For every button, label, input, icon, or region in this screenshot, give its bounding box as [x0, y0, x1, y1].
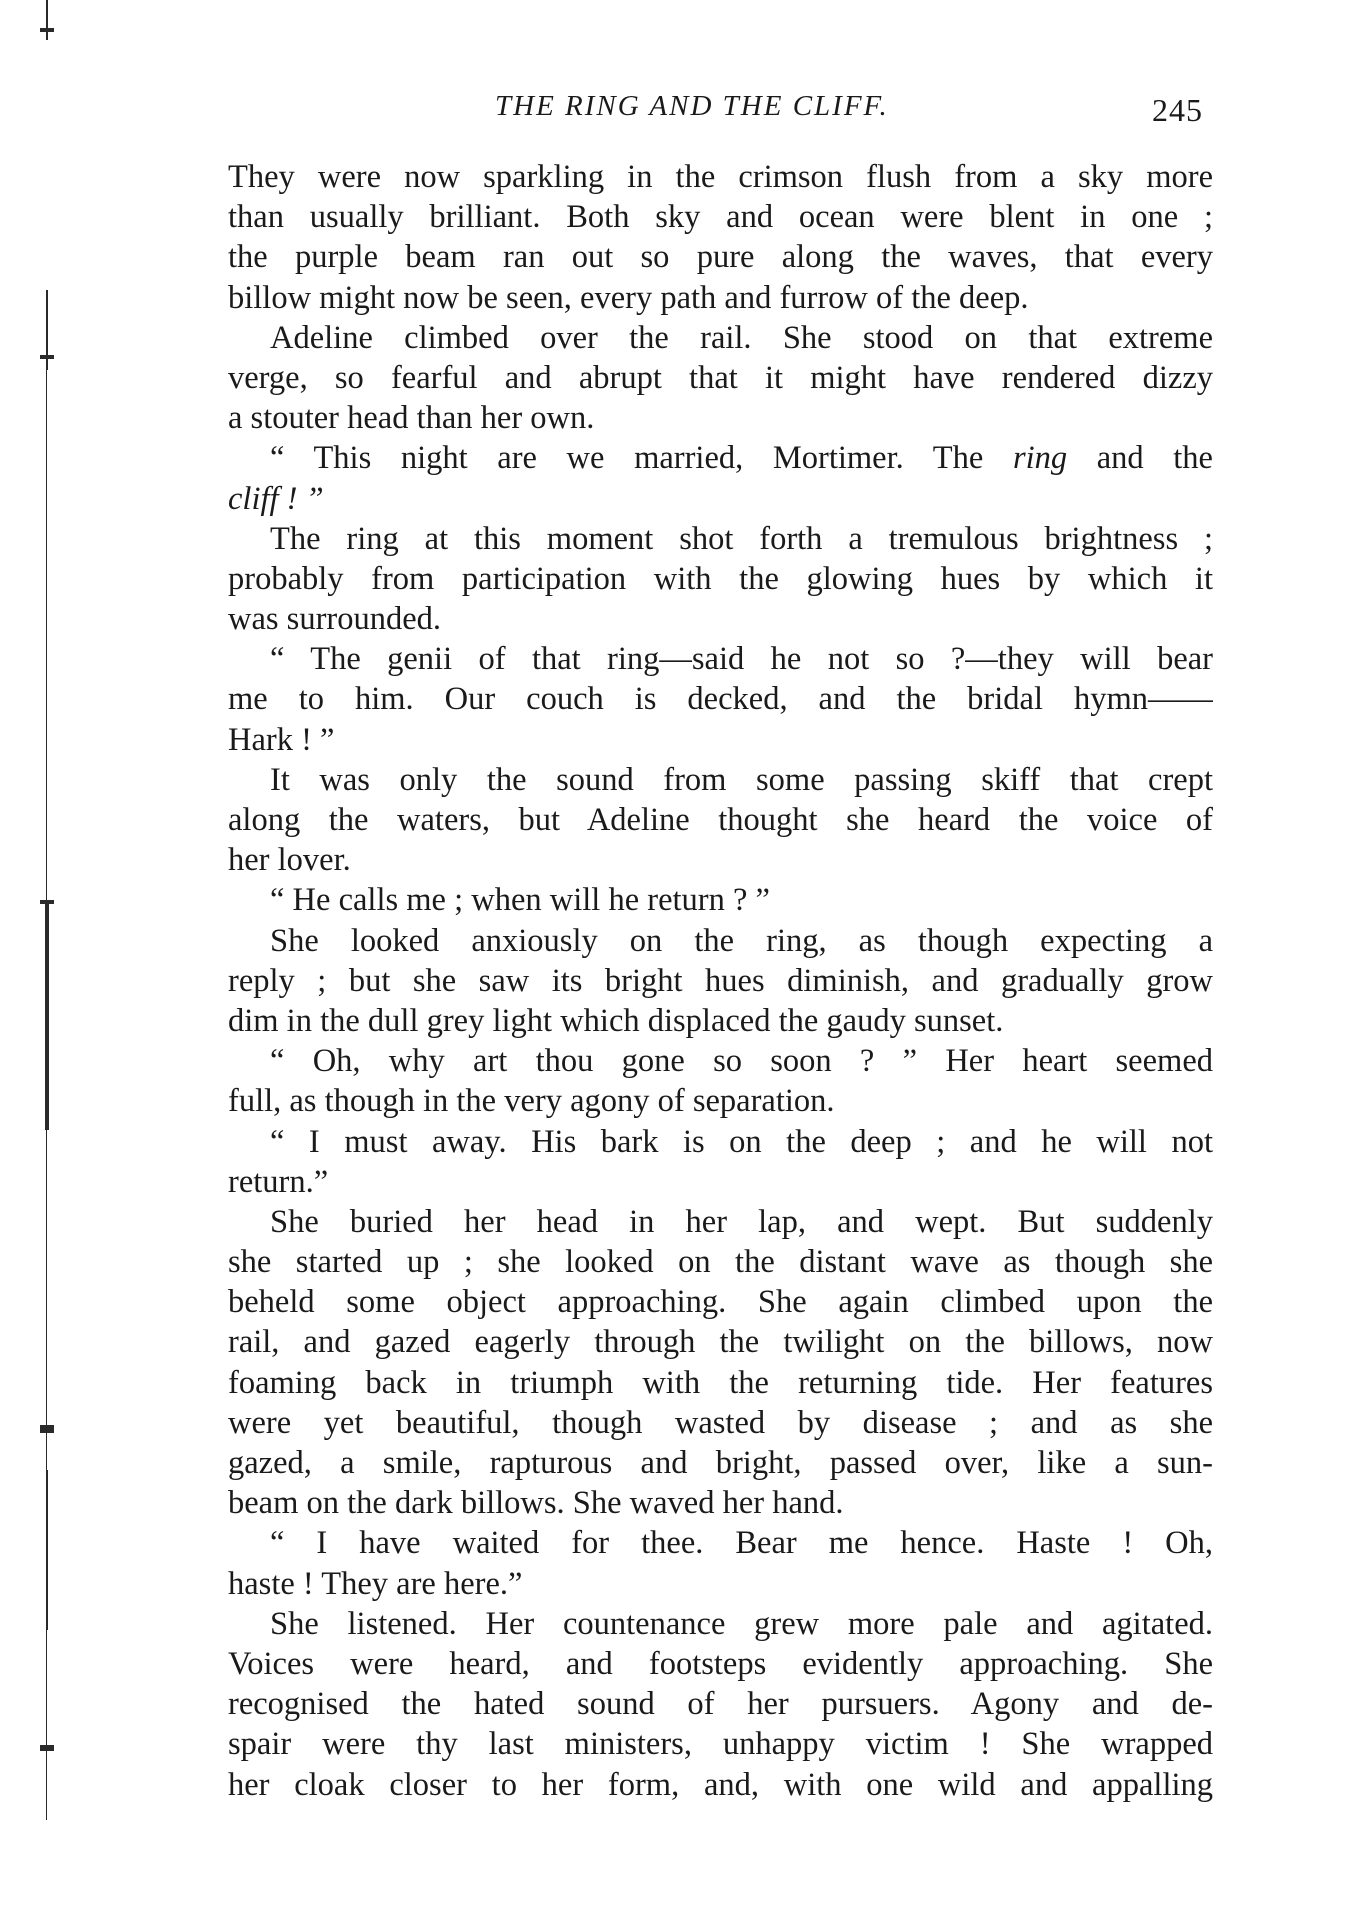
text-line — [228, 1724, 1213, 1764]
binding-gutter — [38, 0, 58, 1917]
text-line-content: probably from participation with the glowing hues by which it — [228, 560, 1213, 597]
text-line — [228, 1242, 1213, 1282]
page-number: 245 — [1152, 92, 1203, 128]
text-line — [228, 318, 1213, 358]
text-line-content: She buried her head in her lap, and wept. But suddenly — [270, 1203, 1213, 1240]
text-line — [228, 1122, 1213, 1162]
text-line — [228, 1644, 1213, 1684]
gutter-mark — [45, 900, 49, 1130]
text-line-content: billow might now be seen, every path and furrow of the deep. — [228, 279, 1029, 316]
text-line — [228, 237, 1213, 277]
gutter-mark — [40, 355, 54, 359]
text-line-content: “ The genii of that ring—said he not so ?—they will bear — [270, 641, 1213, 678]
text-line — [228, 438, 1213, 478]
text-line — [228, 1564, 1213, 1604]
text-line — [228, 880, 1213, 920]
text-line-content: than usually brilliant. Both sky and ocean were blent in one ; — [228, 199, 1213, 236]
text-line-content: beheld some object approaching. She again climbed upon the — [228, 1284, 1213, 1321]
text-line-content: verge, so fearful and abrupt that it might have rendered dizzy — [228, 359, 1213, 396]
text-line-content: The ring at this moment shot forth a tremulous brightness ; — [270, 520, 1213, 557]
text-line — [228, 197, 1213, 237]
text-line — [228, 921, 1213, 961]
text-line — [228, 1282, 1213, 1322]
text-line — [228, 1604, 1213, 1644]
text-line — [228, 1162, 1213, 1202]
gutter-mark — [46, 1470, 48, 1630]
text-line — [228, 800, 1213, 840]
text-line — [228, 519, 1213, 559]
italic-word: cliff ! ” — [228, 480, 324, 517]
text-line-content: beam on the dark billows. She waved her hand. — [228, 1485, 844, 1522]
text-line — [228, 1684, 1213, 1724]
text-line-content: Hark ! ” — [228, 721, 335, 758]
text-line — [228, 760, 1213, 800]
gutter-mark — [46, 370, 47, 930]
text-line-content: return.” — [228, 1163, 329, 1200]
text-line-content: me to him. Our couch is decked, and the bridal hymn—— — [228, 681, 1213, 718]
text-line — [228, 398, 1213, 438]
gutter-mark — [40, 1745, 54, 1751]
text-line-content: gazed, a smile, rapturous and bright, passed over, like a sun- — [228, 1445, 1213, 1481]
text-line — [228, 679, 1213, 719]
text-line-content: spair were thy last ministers, unhappy victim ! She wrapped — [228, 1726, 1213, 1763]
text-line-content: recognised the hated sound of her pursuers. Agony and de- — [228, 1686, 1213, 1723]
text-line-content: She looked anxiously on the ring, as though expecting a — [270, 922, 1213, 959]
text-line-content: was surrounded. — [228, 601, 442, 638]
gutter-mark — [46, 1630, 47, 1820]
text-line-content: were yet beautiful, though wasted by disease ; and as she — [228, 1404, 1213, 1441]
text-line-content: “ This night are we married, Mortimer. The — [270, 440, 1013, 477]
text-line-content: she started up ; she looked on the distant wave as though she — [228, 1244, 1213, 1281]
gutter-mark — [46, 1130, 47, 1470]
text-line — [228, 157, 1213, 197]
text-line-content: the purple beam ran out so pure along the waves, that every — [228, 239, 1213, 276]
text-line-content: rail, and gazed eagerly through the twilight on the billows, now — [228, 1324, 1213, 1361]
text-line — [228, 1483, 1213, 1523]
text-line — [228, 479, 1213, 519]
gutter-mark — [46, 0, 48, 40]
text-line-content: They were now sparkling in the crimson flush from a sky more — [228, 159, 1213, 195]
text-line-content: Adeline climbed over the rail. She stood on that extreme — [270, 319, 1213, 356]
text-line — [228, 1765, 1213, 1805]
text-line — [228, 599, 1213, 639]
text-line-content: Voices were heard, and footsteps evidently approaching. She — [228, 1645, 1213, 1682]
text-line-content: her lover. — [228, 842, 351, 879]
text-line-content: and the — [1067, 440, 1213, 477]
text-line-content: a stouter head than her own. — [228, 400, 595, 437]
page-header — [225, 90, 1215, 130]
text-line — [228, 720, 1213, 760]
gutter-mark — [40, 900, 54, 904]
text-line-content: It was only the sound from some passing skiff that crept — [270, 761, 1213, 798]
text-line-content: She listened. Her countenance grew more pale and agitated. — [270, 1605, 1213, 1642]
text-line-content: full, as though in the very agony of separation. — [228, 1083, 835, 1120]
text-line — [228, 639, 1213, 679]
text-line-content: “ I must away. His bark is on the deep ; and he will not — [270, 1123, 1213, 1160]
italic-word: ring — [1012, 440, 1068, 477]
text-line-content: “ He calls me ; when will he return ? ” — [270, 882, 770, 919]
text-line — [228, 961, 1213, 1001]
text-line — [228, 358, 1213, 398]
text-line-content: “ I have waited for thee. Bear me hence. Haste ! Oh, — [270, 1525, 1213, 1562]
text-line — [228, 1443, 1213, 1483]
text-line — [228, 1202, 1213, 1242]
text-line — [228, 1363, 1213, 1403]
text-line — [228, 559, 1213, 599]
text-line — [228, 1523, 1213, 1563]
body-text — [228, 157, 1213, 1805]
text-line — [228, 1322, 1213, 1362]
running-head: THE RING AND THE CLIFF. — [495, 90, 889, 122]
text-line — [228, 840, 1213, 880]
text-line-content: along the waters, but Adeline thought she heard the voice of — [228, 802, 1213, 838]
text-line — [228, 278, 1213, 318]
gutter-mark — [40, 28, 54, 32]
text-line — [228, 1081, 1213, 1121]
gutter-mark — [40, 1425, 54, 1433]
text-line — [228, 1041, 1213, 1081]
text-line-content: “ Oh, why art thou gone so soon ? ” Her heart seemed — [270, 1043, 1213, 1080]
text-line-content: dim in the dull grey light which displaced the gaudy sunset. — [228, 1002, 1004, 1039]
text-line-content: foaming back in triumph with the returning tide. Her features — [228, 1364, 1213, 1401]
text-line — [228, 1403, 1213, 1443]
text-line — [228, 1001, 1213, 1041]
text-line-content: haste ! They are here.” — [228, 1565, 523, 1602]
text-line-content: reply ; but she saw its bright hues diminish, and gradually grow — [228, 962, 1213, 999]
text-line-content: her cloak closer to her form, and, with one wild and appalling — [228, 1766, 1213, 1803]
